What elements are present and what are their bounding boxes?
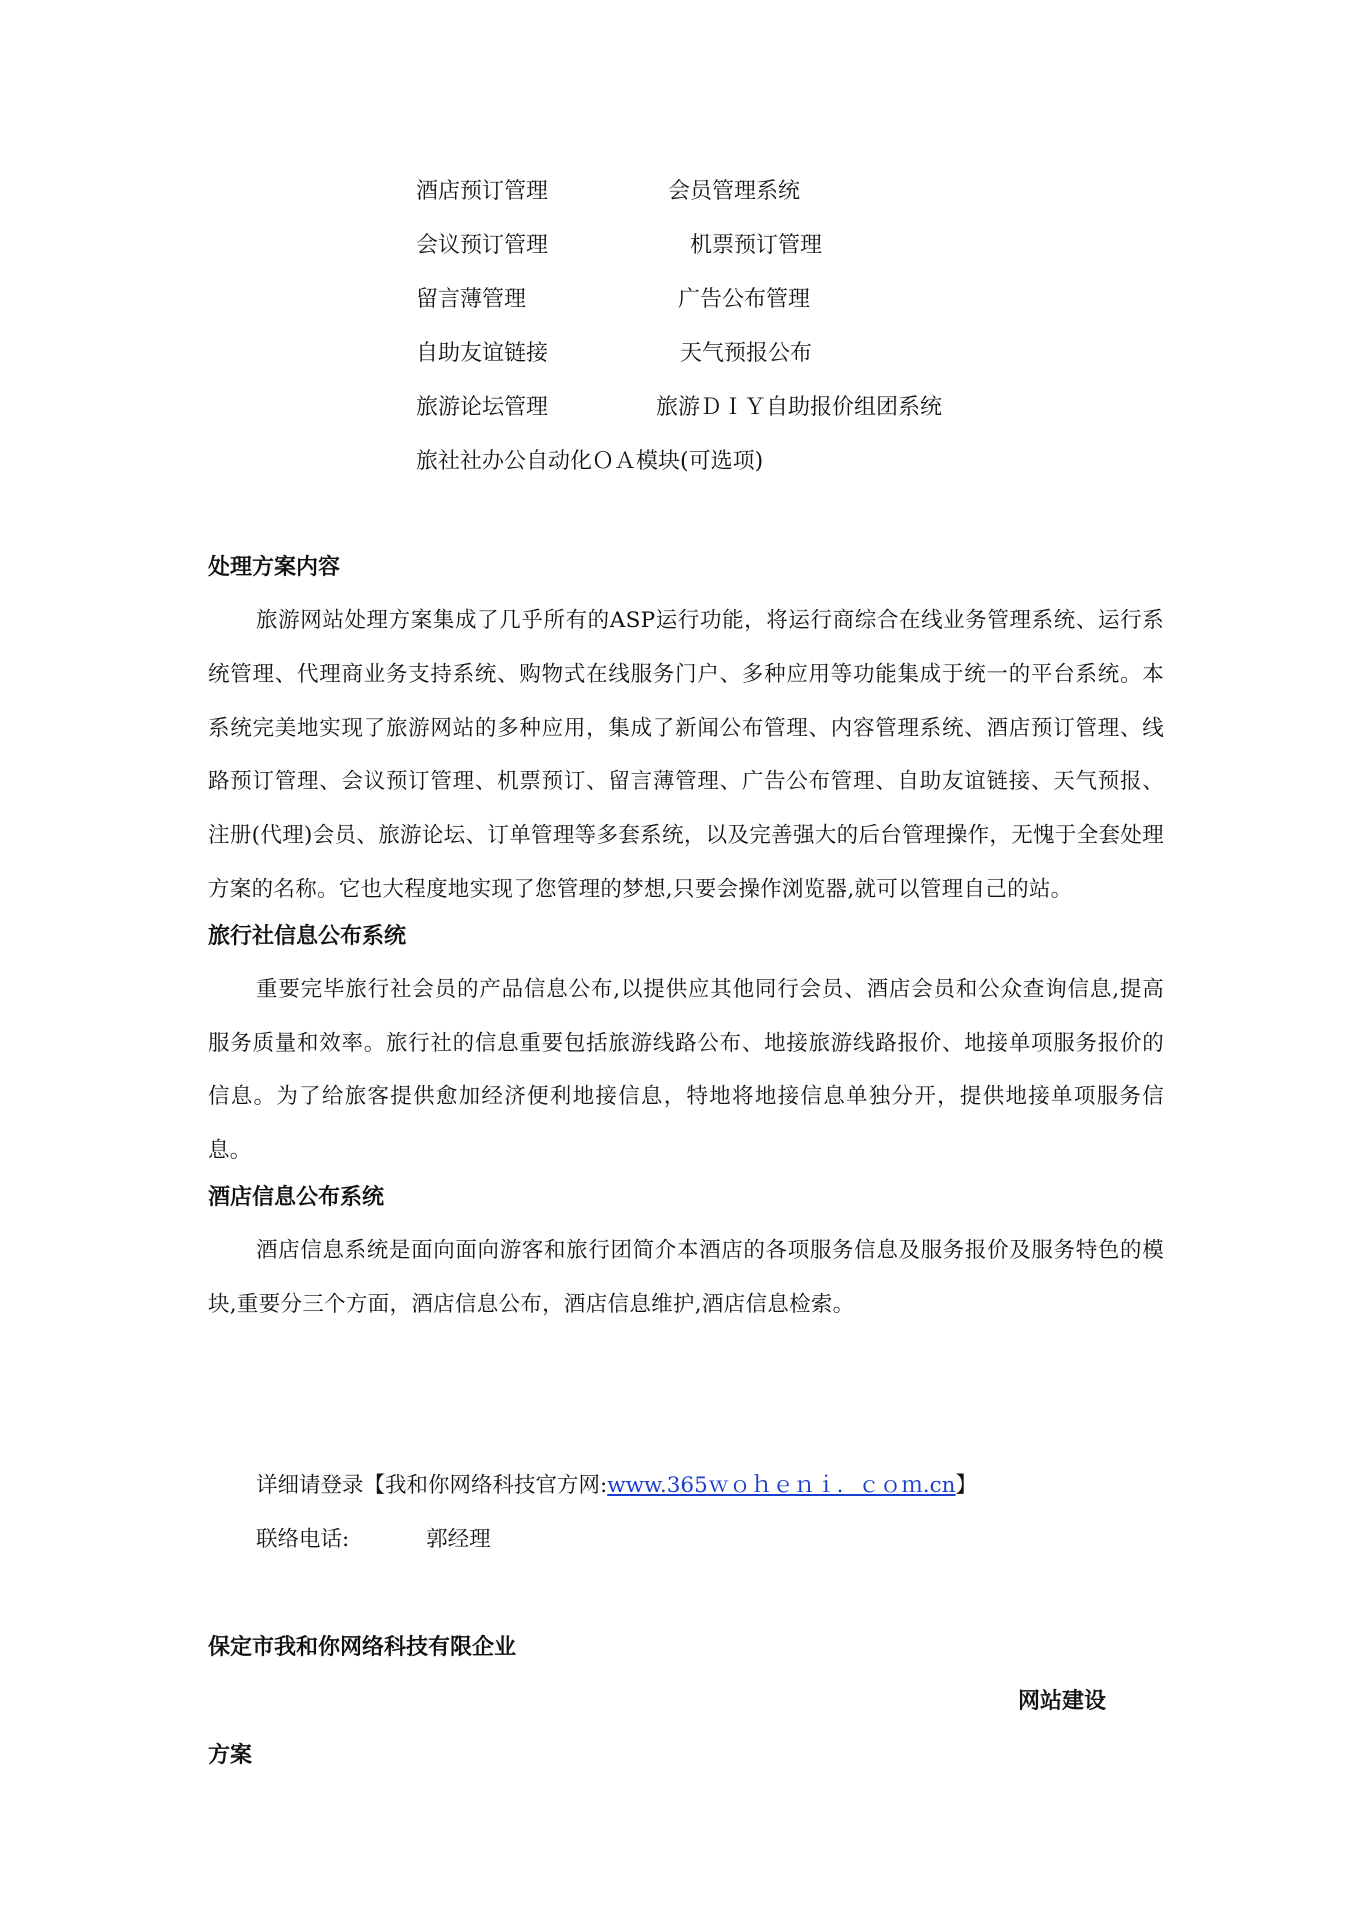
section-heading: 处理方案内容	[208, 555, 341, 580]
feature-item: 旅游ＤＩＹ自助报价组团系统	[656, 395, 943, 420]
section-paragraph: 重要完毕旅行社会员的产品信息公布,以提供应其他同行会员、酒店会员和公众查询信息,提高服务质量和效率。旅行社的信息重要包括旅游线路公布、地接旅游线路报价、地接单项服务报价的信息。为了给旅客提供愈加经济便利地接信息，特地将地接信息单独分开，提供地接单项服务信息。	[208, 976, 1164, 1164]
feature-item: 机票预订管理	[690, 233, 823, 258]
feature-list	[416, 172, 1116, 496]
phone-label: 联络电话:	[256, 1527, 350, 1552]
feature-row	[416, 334, 1116, 388]
section-heading: 旅行社信息公布系统	[208, 923, 407, 949]
feature-item: 天气预报公布	[680, 341, 813, 366]
document-body	[208, 550, 1164, 1332]
footer-title-part2: 方案	[208, 1743, 253, 1768]
section-paragraph: 酒店信息系统是面向面向游客和旅行团简介本酒店的各项服务信息及服务报价及服务特色的模块,重要分三个方面，酒店信息公布，酒店信息维护,酒店信息检索。	[208, 1237, 1164, 1317]
feature-item: 会议预订管理	[416, 233, 549, 258]
feature-row	[416, 280, 1116, 334]
login-suffix: 】	[955, 1473, 978, 1498]
feature-item: 旅游论坛管理	[416, 395, 549, 420]
contact-manager: 郭经理	[426, 1527, 491, 1552]
feature-item: 会员管理系统	[668, 179, 801, 204]
section-paragraph: 旅游网站处理方案集成了几乎所有的ASP运行功能，将运行商综合在线业务管理系统、运行系统管理、代理商业务支持系统、购物式在线服务门户、多种应用等功能集成于统一的平台系统。本系统完美地实现了旅游网站的多种应用，集成了新闻公布管理、内容管理系统、酒店预订管理、线路预订管理、会议预订管理、机票预订、留言薄管理、广告公布管理、自助友谊链接、天气预报、注册(代理)会员、旅游论坛、订单管理等多套系统，以及完善强大的后台管理操作，无愧于全套处理方案的名称。它也大程度地实现了您管理的梦想,只要会操作浏览器,就可以管理自己的站。	[208, 608, 1164, 902]
feature-item: 酒店预订管理	[416, 179, 549, 204]
feature-item: 广告公布管理	[678, 287, 811, 312]
feature-item: 旅社社办公自动化ＯＡ模块(可选项)	[416, 449, 764, 474]
feature-row	[416, 226, 1116, 280]
company-name: 保定市我和你网络科技有限企业	[208, 1635, 517, 1660]
feature-row	[416, 442, 1116, 496]
section-travel-agency	[208, 919, 1164, 1178]
website-link[interactable]: www.365ｗｏｈｅｎｉ．ｃｏｍ.cn	[607, 1473, 956, 1498]
footer-title-part1: 网站建设	[1018, 1689, 1107, 1714]
feature-row	[416, 172, 1116, 226]
section-heading: 酒店信息公布系统	[208, 1184, 385, 1210]
contact-login-line	[256, 1466, 977, 1506]
section-solution-content	[208, 550, 1164, 917]
feature-item: 留言薄管理	[416, 287, 527, 312]
login-prefix: 详细请登录【我和你网络科技官方网:	[256, 1473, 608, 1498]
section-hotel	[208, 1180, 1164, 1332]
contact-phone-line	[256, 1520, 491, 1560]
feature-item: 自助友谊链接	[416, 341, 549, 366]
feature-row	[416, 388, 1116, 442]
